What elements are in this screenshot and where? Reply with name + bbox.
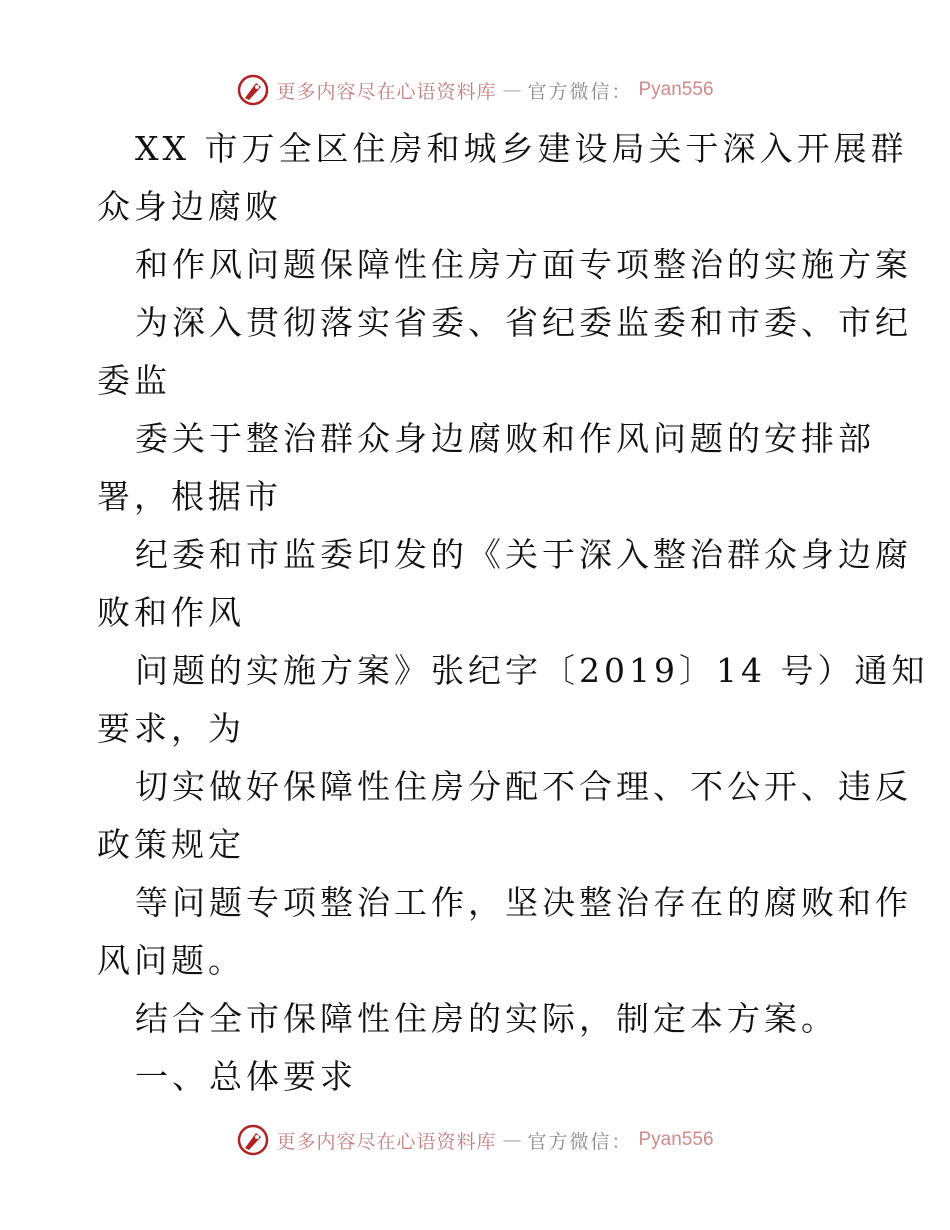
pen-nib-logo-icon: [236, 73, 270, 107]
watermark-separator: —: [502, 79, 522, 101]
doc-line: 委关于整治群众身边腐败和作风问题的安排部: [135, 419, 875, 458]
watermark-wechat-label: 官方微信：: [527, 80, 633, 103]
doc-line: 切实做好保障性住房分配不合理、不公开、违反: [135, 767, 912, 806]
doc-line-title-3: 和作风问题保障性住房方面专项整治的实施方案: [135, 245, 912, 284]
watermark-separator: —: [502, 1129, 522, 1151]
doc-line-title-1: XX 市万全区住房和城乡建设局关于深入开展群: [135, 129, 908, 168]
doc-line: 结合全市保障性住房的实际，制定本方案。: [135, 999, 838, 1038]
doc-line: 纪委和市监委印发的《关于深入整治群众身边腐: [135, 535, 912, 574]
watermark-text: 更多内容尽在心语资料库: [276, 1130, 497, 1153]
header-watermark: [0, 70, 950, 110]
doc-line-title-2: 众身边腐败: [97, 187, 282, 226]
footer-watermark: [0, 1120, 950, 1160]
watermark-wechat-id: Pyan556: [638, 1129, 714, 1150]
document-body: [97, 120, 929, 1106]
doc-line: 政策规定: [97, 825, 245, 864]
doc-line: 等问题专项整治工作，坚决整治存在的腐败和作: [135, 883, 912, 922]
doc-line: 要求，为: [97, 709, 245, 748]
doc-line: 为深入贯彻落实省委、省纪委监委和市委、市纪: [135, 303, 912, 342]
watermark-text: 更多内容尽在心语资料库: [276, 80, 497, 103]
doc-line: 署，根据市: [97, 477, 282, 516]
section-heading: 一、总体要求: [135, 1057, 357, 1096]
watermark-wechat-id: Pyan556: [638, 79, 714, 100]
doc-line: 问题的实施方案》张纪字〔2019〕14 号）通知: [135, 651, 929, 690]
watermark-wechat-label: 官方微信：: [527, 1130, 633, 1153]
doc-line: 败和作风: [97, 593, 245, 632]
doc-line: 委监: [97, 361, 171, 400]
doc-line: 风问题。: [97, 941, 245, 980]
pen-nib-logo-icon: [236, 1123, 270, 1157]
